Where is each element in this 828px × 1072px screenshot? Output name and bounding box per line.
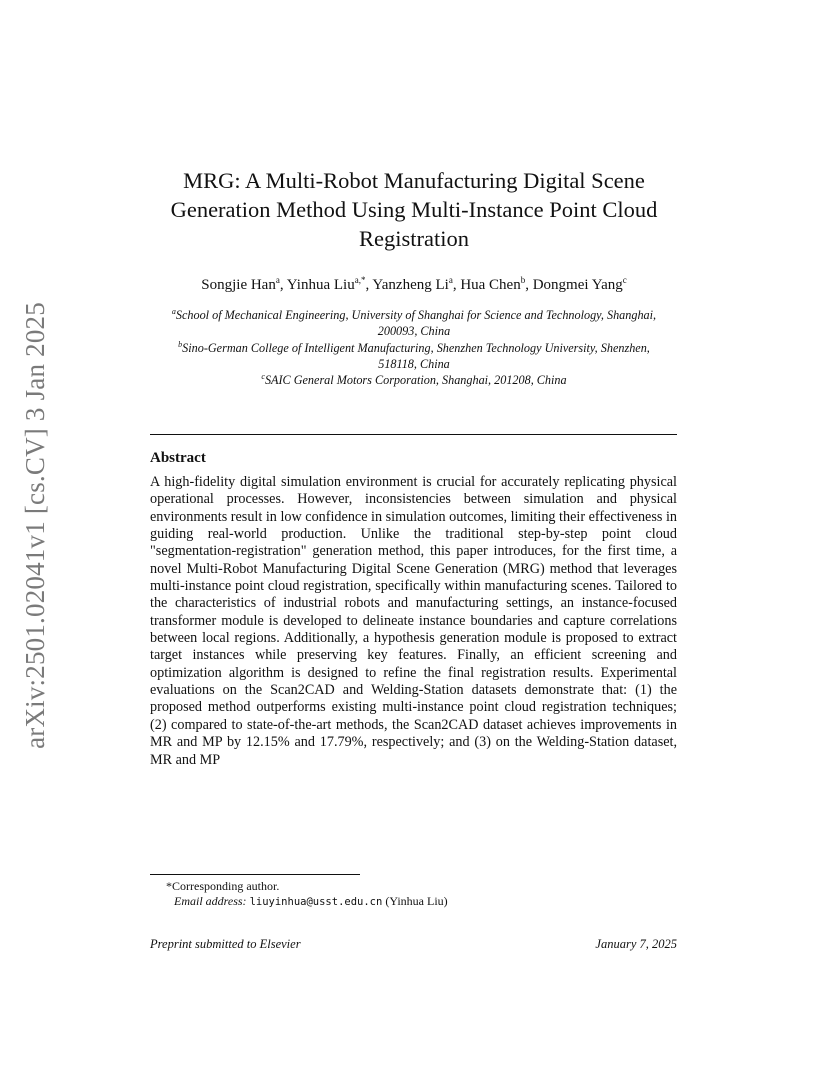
author-affil-mark: a [448, 275, 453, 285]
author-name: Dongmei Yang [532, 277, 623, 293]
corresponding-author-note: *Corresponding author. [166, 879, 280, 893]
email-address-link[interactable]: liuyinhua@usst.edu.cn [249, 896, 383, 908]
affiliation-c [160, 372, 668, 388]
paper-title: MRG: A Multi-Robot Manufacturing Digital Scene Generation Method Using Multi-Instance Point Cloud Registration [170, 168, 658, 251]
affiliation-mark: a [171, 307, 176, 316]
affiliation-b [160, 340, 668, 372]
abstract-top-rule [150, 434, 677, 435]
affiliation-text: School of Mechanical Engineering, University of Shanghai for Science and Technology, Shanghai, 200093, China [175, 308, 657, 338]
arxiv-id-text: arXiv:2501.02041v1 [cs.CV] 3 Jan 2025 [19, 301, 50, 749]
abstract-heading: Abstract [150, 450, 206, 466]
footnote-rule [150, 874, 360, 875]
email-label: Email address: [174, 894, 247, 908]
author-name: Hua Chen [460, 277, 521, 293]
abstract-body: A high-fidelity digital simulation environment is crucial for accurately replicating physical operational processes. However, inconsistencies between simulation and physical environments result in low confidence in simulation outcomes, limiting their effectiveness in guiding real-world production. Unlike the traditional step-by-step point cloud "segmentation-registration" generation method, this paper introduces, for the first time, a novel Multi-Robot Manufacturing Digital Scene Generation (MRG) method that leverages multi-instance point cloud registration, specifically within manufacturing scenes. Tailored to the characteristics of industrial robots and manufacturing settings, an instance-focused transformer module is developed to delineate instance boundaries and capture correlations between local regions. Additionally, a hypothesis generation module is proposed to extract target instances while preserving key features. Finally, an efficient screening and optimization algorithm is designed to refine the final registration results. Experimental evaluations on the Scan2CAD and Welding-Station datasets demonstrate that: (1) the proposed method outperforms existing multi-instance point cloud registration techniques; (2) compared to state-of-the-art methods, the Scan2CAD dataset achieves improvements in MR and MP by 12.15% and 17.79%, respectively; and (3) on the Welding-Station dataset, MR and MP [150, 474, 677, 768]
preprint-footer: Preprint submitted to Elsevier [150, 937, 301, 951]
arxiv-identifier-stamp [20, 295, 50, 755]
author-name: Yinhua Liu [286, 277, 355, 293]
affiliation-text: Sino-German College of Intelligent Manufacturing, Shenzhen Technology University, Shenzhen, 518118, China [182, 341, 650, 371]
author-list: Songjie Han$^a$, Yinhua Liu$^{a,*}$, Yanzheng Li$^a$, Hua Chen$^b$, Dongmei Yang$^c$ [201, 275, 627, 293]
author-affil-mark: a,* [354, 275, 366, 285]
email-owner: (Yinhua Liu) [385, 894, 448, 908]
affiliation-mark: b [178, 340, 183, 349]
author-name: Songjie Han [201, 277, 276, 293]
author-affil-mark: a [275, 275, 280, 285]
affiliation-a [160, 307, 668, 339]
date-footer: January 7, 2025 [595, 937, 677, 951]
affiliation-mark: c [261, 372, 265, 381]
author-affil-mark: b [520, 275, 526, 285]
email-footnote [150, 893, 677, 910]
author-affil-mark: c [622, 275, 627, 285]
author-name: Yanzheng Li [372, 277, 449, 293]
affiliation-text: SAIC General Motors Corporation, Shanghai, 201208, China [264, 373, 567, 387]
